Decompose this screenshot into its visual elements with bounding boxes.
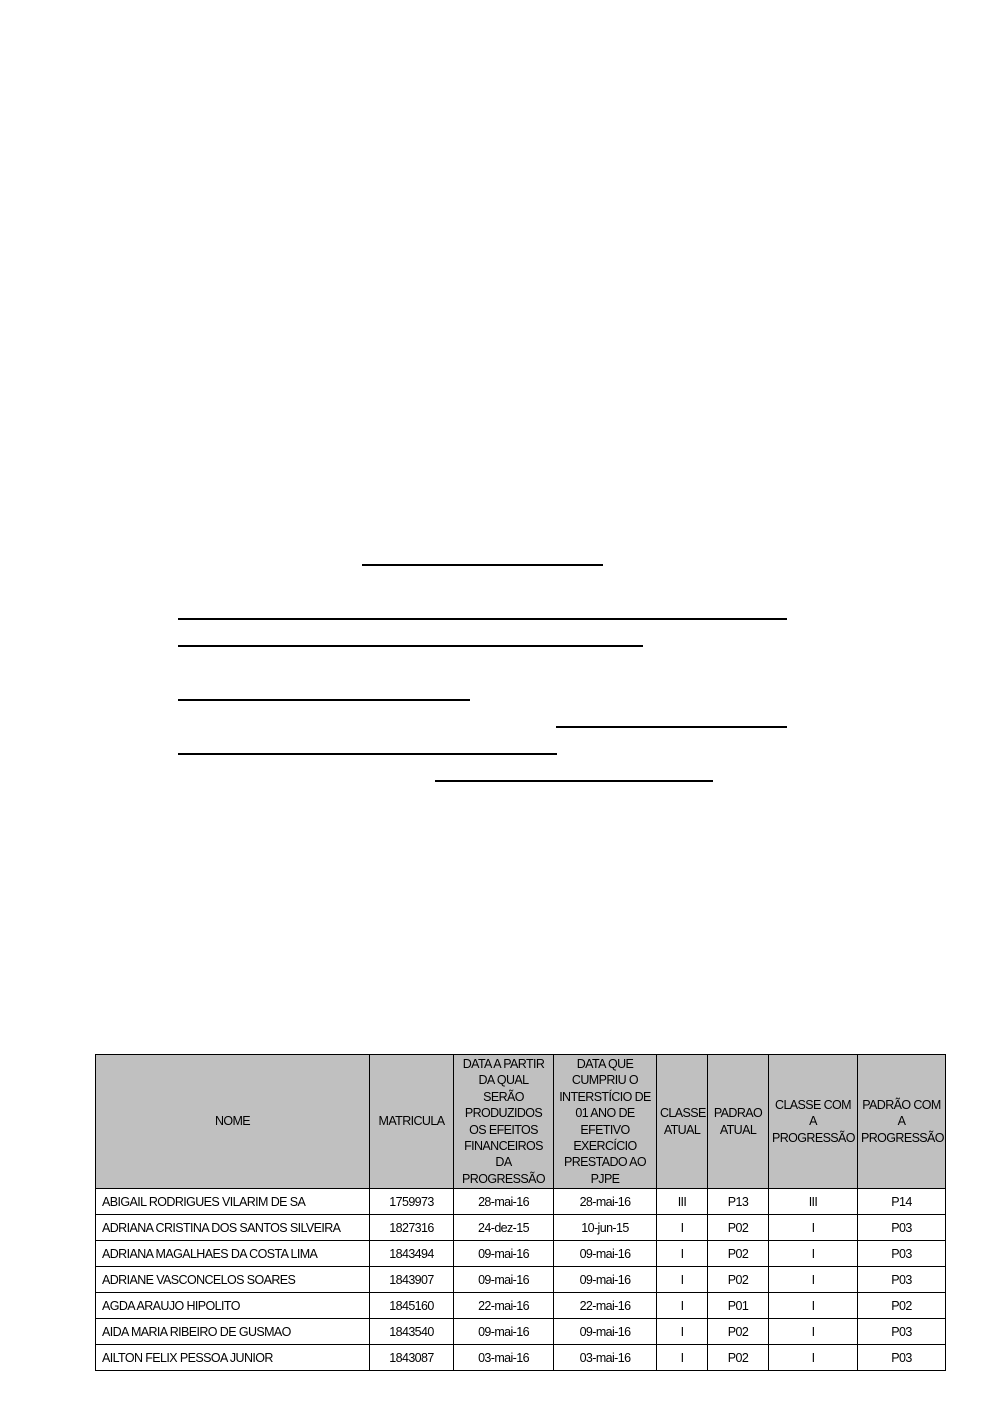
cell-classe-progressao: I	[769, 1293, 858, 1319]
cell-matricula: 1843540	[370, 1319, 454, 1345]
cell-padrao-atual: P01	[708, 1293, 769, 1319]
cell-classe-progressao: III	[769, 1189, 858, 1215]
cell-classe-atual: III	[657, 1189, 708, 1215]
header-padrao-progressao: PADRÃO COM A PROGRESSÃO	[858, 1055, 946, 1189]
cell-classe-progressao: I	[769, 1345, 858, 1371]
cell-data-intersticio: 09-mai-16	[554, 1267, 657, 1293]
table-row	[96, 1241, 946, 1267]
cell-data-intersticio: 09-mai-16	[554, 1241, 657, 1267]
header-classe-progressao: CLASSE COM A PROGRESSÃO	[769, 1055, 858, 1189]
cell-matricula: 1843907	[370, 1267, 454, 1293]
cell-classe-atual: I	[657, 1241, 708, 1267]
cell-data-intersticio: 28-mai-16	[554, 1189, 657, 1215]
cell-matricula: 1759973	[370, 1189, 454, 1215]
cell-matricula: 1843494	[370, 1241, 454, 1267]
cell-nome: ADRIANA MAGALHAES DA COSTA LIMA	[96, 1241, 370, 1267]
cell-classe-atual: I	[657, 1319, 708, 1345]
header-nome: NOME	[96, 1055, 370, 1189]
cell-data-efeitos: 24-dez-15	[454, 1215, 554, 1241]
cell-nome: ADRIANE VASCONCELOS SOARES	[96, 1267, 370, 1293]
cell-data-intersticio: 10-jun-15	[554, 1215, 657, 1241]
table-row	[96, 1189, 946, 1215]
cell-data-efeitos: 28-mai-16	[454, 1189, 554, 1215]
cell-nome: AIDA MARIA RIBEIRO DE GUSMAO	[96, 1319, 370, 1345]
cell-padrao-progressao: P02	[858, 1293, 946, 1319]
cell-data-efeitos: 09-mai-16	[454, 1319, 554, 1345]
blank-line-4	[178, 699, 470, 701]
table-row	[96, 1267, 946, 1293]
cell-nome: AGDA ARAUJO HIPOLITO	[96, 1293, 370, 1319]
cell-classe-atual: I	[657, 1293, 708, 1319]
cell-padrao-progressao: P14	[858, 1189, 946, 1215]
header-matricula: MATRICULA	[370, 1055, 454, 1189]
blank-line-5	[556, 726, 787, 728]
cell-nome: AILTON FELIX PESSOA JUNIOR	[96, 1345, 370, 1371]
cell-padrao-atual: P02	[708, 1319, 769, 1345]
cell-matricula: 1845160	[370, 1293, 454, 1319]
table-header	[96, 1055, 946, 1189]
blank-line-6	[178, 753, 557, 755]
cell-padrao-atual: P02	[708, 1215, 769, 1241]
cell-data-efeitos: 22-mai-16	[454, 1293, 554, 1319]
cell-padrao-atual: P02	[708, 1345, 769, 1371]
cell-data-efeitos: 09-mai-16	[454, 1241, 554, 1267]
cell-classe-progressao: I	[769, 1319, 858, 1345]
cell-classe-progressao: I	[769, 1215, 858, 1241]
cell-classe-atual: I	[657, 1267, 708, 1293]
cell-padrao-progressao: P03	[858, 1345, 946, 1371]
blank-line-1	[362, 564, 603, 566]
blank-line-3	[178, 645, 643, 647]
blank-line-7	[435, 780, 713, 782]
progression-table	[95, 1054, 946, 1371]
blank-line-2	[178, 618, 787, 620]
cell-classe-progressao: I	[769, 1267, 858, 1293]
cell-nome: ABIGAIL RODRIGUES VILARIM DE SA	[96, 1189, 370, 1215]
header-data-intersticio: DATA QUE CUMPRIU O INTERSTÍCIO DE 01 ANO DE EFETIVO EXERCÍCIO PRESTADO AO PJPE	[554, 1055, 657, 1189]
table-row	[96, 1345, 946, 1371]
cell-padrao-progressao: P03	[858, 1241, 946, 1267]
cell-padrao-atual: P13	[708, 1189, 769, 1215]
cell-classe-progressao: I	[769, 1241, 858, 1267]
header-data-efeitos: DATA A PARTIR DA QUAL SERÃO PRODUZIDOS OS EFEITOS FINANCEIROS DA PROGRESSÃO	[454, 1055, 554, 1189]
cell-classe-atual: I	[657, 1215, 708, 1241]
cell-matricula: 1843087	[370, 1345, 454, 1371]
table-row	[96, 1319, 946, 1345]
cell-matricula: 1827316	[370, 1215, 454, 1241]
cell-padrao-atual: P02	[708, 1267, 769, 1293]
cell-nome: ADRIANA CRISTINA DOS SANTOS SILVEIRA	[96, 1215, 370, 1241]
cell-padrao-progressao: P03	[858, 1215, 946, 1241]
cell-padrao-progressao: P03	[858, 1319, 946, 1345]
cell-data-intersticio: 22-mai-16	[554, 1293, 657, 1319]
cell-padrao-progressao: P03	[858, 1267, 946, 1293]
cell-data-intersticio: 03-mai-16	[554, 1345, 657, 1371]
cell-data-intersticio: 09-mai-16	[554, 1319, 657, 1345]
header-classe-atual: CLASSE ATUAL	[657, 1055, 708, 1189]
cell-data-efeitos: 03-mai-16	[454, 1345, 554, 1371]
table-row	[96, 1215, 946, 1241]
table-row	[96, 1293, 946, 1319]
cell-classe-atual: I	[657, 1345, 708, 1371]
header-padrao-atual: PADRAO ATUAL	[708, 1055, 769, 1189]
table-body	[96, 1189, 946, 1371]
cell-data-efeitos: 09-mai-16	[454, 1267, 554, 1293]
cell-padrao-atual: P02	[708, 1241, 769, 1267]
